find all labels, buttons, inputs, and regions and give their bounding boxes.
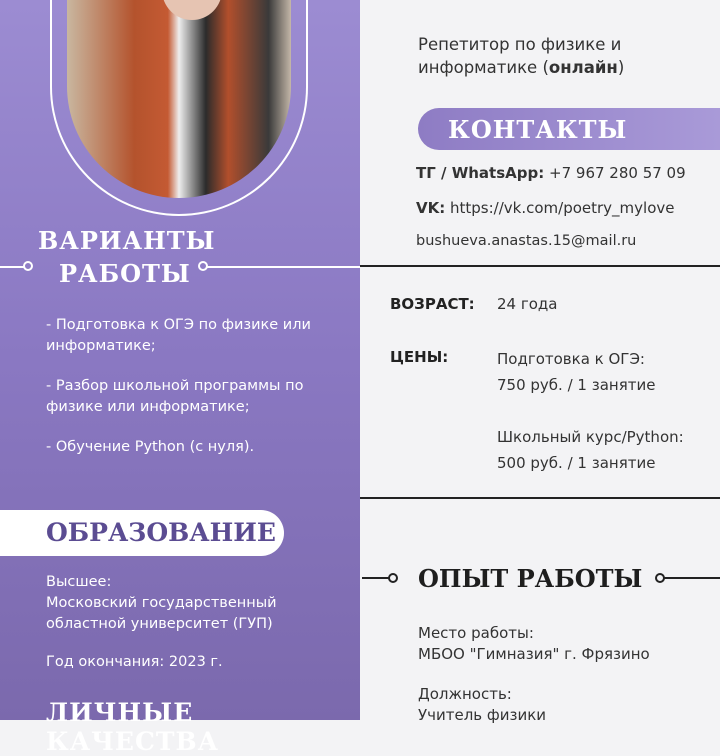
work-options-title-2: РАБОТЫ (59, 259, 191, 288)
price-value: 500 руб. / 1 занятие (497, 454, 656, 472)
contact-email[interactable]: bushueva.anastas.15@mail.ru (416, 233, 637, 249)
experience-title: ОПЫТ РАБОТЫ (418, 564, 643, 593)
contacts-header (418, 108, 720, 150)
intro-text (418, 33, 624, 79)
intro-text-part: информатике ( (418, 58, 549, 77)
education-graduation: Год окончания: 2023 г. (46, 654, 223, 670)
price-name: Подготовка к ОГЭ: (497, 350, 645, 368)
contacts-title: КОНТАКТЫ (448, 115, 628, 144)
contact-vk (416, 197, 674, 219)
phone-label: ТГ / WhatsApp: (416, 164, 545, 182)
divider-line (664, 577, 720, 579)
work-option-item: - Обучение Python (с нуля). (46, 439, 255, 455)
education-title: ОБРАЗОВАНИЕ (46, 518, 276, 547)
place-value: МБОО "Гимназия" г. Фрязино (418, 645, 650, 663)
qualities-title: ЛИЧНЫЕ КАЧЕСТВА (46, 698, 219, 756)
divider-dot (23, 261, 33, 271)
position-label: Должность: (418, 685, 512, 703)
intro-text-part: ) (617, 58, 625, 77)
age-value: 24 года (497, 295, 558, 313)
price-item (497, 424, 684, 476)
vk-label: VK: (416, 199, 446, 217)
price-name: Школьный курс/Python: (497, 428, 684, 446)
position-value: Учитель физики (418, 706, 547, 724)
section-divider (360, 497, 720, 499)
place-label: Место работы: (418, 624, 534, 642)
education-university: Московский государственный областной университет (ГУП) (46, 595, 277, 632)
education-header (0, 510, 284, 556)
prices-label: ЦЕНЫ: (390, 348, 449, 366)
work-options-title-1: ВАРИАНТЫ (38, 226, 216, 255)
divider-line (207, 266, 360, 268)
phone-value[interactable]: +7 967 280 57 09 (544, 164, 686, 182)
age-label: ВОЗРАСТ: (390, 295, 475, 313)
contact-phone (416, 162, 686, 184)
intro-bold: онлайн (548, 58, 618, 77)
experience-place (418, 623, 650, 665)
section-divider (360, 265, 720, 267)
intro-line (418, 56, 624, 79)
divider-line (362, 577, 390, 579)
vk-link[interactable]: https://vk.com/poetry_mylove (445, 199, 675, 217)
education-level: Высшее: (46, 574, 112, 590)
work-option-item: - Разбор школьной программы по физике или информатике; (46, 378, 304, 415)
price-value: 750 руб. / 1 занятие (497, 376, 656, 394)
divider-dot (388, 573, 398, 583)
price-item (497, 346, 655, 398)
divider-line (0, 266, 24, 268)
work-option-item: - Подготовка к ОГЭ по физике или информатике; (46, 317, 311, 354)
intro-line: Репетитор по физике и (418, 35, 622, 54)
